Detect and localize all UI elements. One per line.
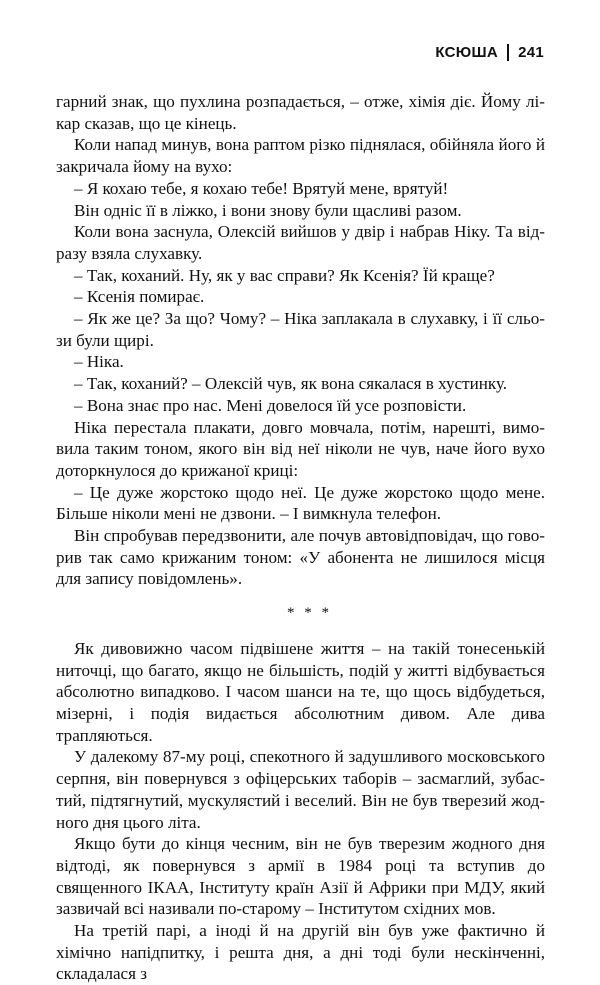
paragraph: Ніка перестала плакати, довго мовчала, потім, нарешті, вимовила таким тоном, якого він від неї ніколи не чув, наче його вухо доторкнулося до крижаної криці: bbox=[56, 417, 545, 480]
paragraph: Коли вона заснула, Олексій вийшов у двір і набрав Ніку. Та відразу взяла слухавку. bbox=[56, 222, 545, 263]
paragraph: Якщо бути до кінця чесним, він не був тверезим жодного дня відтоді, як повернувся з армії в 1984 році та вступив до священного ІКАА, Інституту країн Азії й Африки при МДУ, який зазвичай всі називали по-старому – Інститутом східних мов. bbox=[56, 834, 545, 919]
chapter-title: КСЮША bbox=[435, 44, 499, 61]
body-text bbox=[56, 91, 545, 985]
dialogue-line: – Це дуже жорстоко щодо неї. Це дуже жорстоко щодо мене. Більше ніколи мені не дзвони. – І вимкнула телефон. bbox=[56, 482, 545, 524]
page-number: 241 bbox=[518, 44, 544, 61]
section-separator: * * * bbox=[287, 605, 332, 622]
running-head bbox=[435, 44, 544, 61]
header-separator bbox=[507, 44, 509, 61]
dialogue-line: – Як же це? За що? Чому? – Ніка заплакала в слухавку, і її сльози були щирі. bbox=[56, 309, 545, 350]
paragraph: гарний знак, що пухлина розпадається, – отже, хімія діє. Йому лікар сказав, що це кінець. bbox=[56, 92, 545, 133]
dialogue-line: – Так, коханий. Ну, як у вас справи? Як Ксенія? Їй краще? bbox=[74, 265, 495, 285]
dialogue-line: – Ніка. bbox=[74, 352, 124, 372]
dialogue-line: – Я кохаю тебе, я кохаю тебе! Врятуй мене, врятуй! bbox=[74, 178, 449, 198]
paragraph: Він спробував передзвонити, але почув автовідповідач, що говорив так само крижаним тоном: «У абонента не лишилося місця для запису повідомлень». bbox=[56, 526, 545, 589]
dialogue-line: – Ксенія помирає. bbox=[74, 287, 205, 307]
paragraph: У далекому 87-му році, спекотного й задушливого московського серпня, він повернувся з офіцерських таборів – засмаглий, зубастий, підтягнутий, мускулястий і веселий. Він не був тверезий жодного дня цього літа. bbox=[56, 747, 545, 832]
paragraph: Він одніс її в ліжко, і вони знову були щасливі разом. bbox=[74, 200, 462, 220]
paragraph: На третій парі, а іноді й на другій він був уже фактично й хімічно напідпитку, і решта дня, а дні тоді були нескінченні, складалася з bbox=[56, 921, 545, 984]
paragraph: Коли напад минув, вона раптом різко піднялася, обійняла його й закричала йому на вухо: bbox=[56, 135, 545, 177]
dialogue-line: – Вона знає про нас. Мені довелося їй усе розповісти. bbox=[74, 395, 467, 415]
paragraph: Як дивовижно часом підвішене життя – на такій тонесенькій ниточці, що багато, якщо не більшість, подій у житті відбувається абсолютно випадково. І часом шанси на те, що щось відбудеться, мізерні, і подія видається абсолютним дивом. Але дива трапляються. bbox=[56, 638, 545, 745]
dialogue-line: – Так, коханий? – Олексій чув, як вона сякалася в хустинку. bbox=[74, 374, 508, 394]
